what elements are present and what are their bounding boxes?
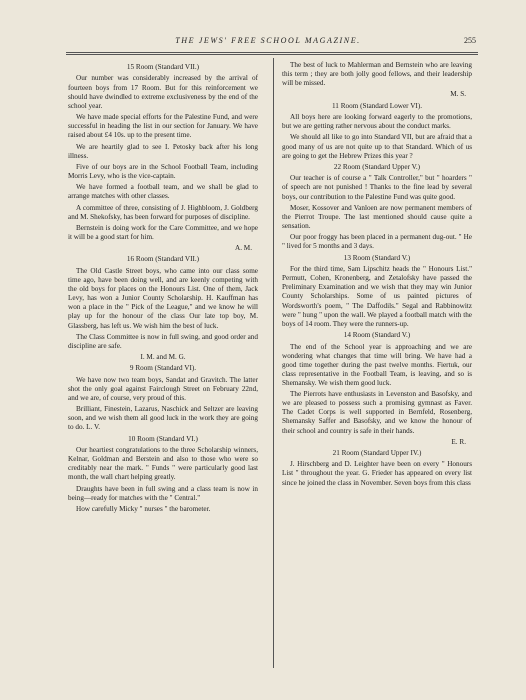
section-heading: 11 Room (Standard Lower VI). <box>331 101 423 110</box>
paragraph: Our heartiest congratulations to the three Scholarship winners, Kelnar, Goldman and Berstein and also to those who were so creditably near the mark. " Funds " were particularly good last month, the wall chart helping greatly. <box>68 446 258 482</box>
left-column <box>68 61 258 516</box>
running-header <box>0 36 526 50</box>
paragraph: We have made special efforts for the Palestine Fund, and were successful in heading the list in our section for January. We have raised about £4 10s. up to the present time. <box>68 113 258 140</box>
signature: A. M. <box>235 244 252 253</box>
paragraph: Brilliant, Finestein, Lazarus, Naschick and Seltzer are leaving soon, and we wish them all good luck in the work they are going to do. L. V. <box>68 405 258 432</box>
column-divider <box>273 58 274 668</box>
paragraph: The end of the School year is approaching and we are wondering what changes that time will bring. We have had a good time together during the past twelve months. Fiertuk, our class representative in the Football Team, is leaving, and so is Shemansky. We wish them good luck. <box>282 342 472 387</box>
paragraph: The Pierrots have enthusiasts in Levenston and Basofsky, and we are pleased to possess such a promising gymnast as Faver. The Cadet Corps is well supported in Bernfeld, Rosenberg, Shemansky Saffer and Basofsky, and we know the honour of their school and country is safe in their hands. <box>282 390 472 435</box>
right-column <box>282 61 472 490</box>
section-heading: 10 Room (Standard VI.) <box>128 434 198 443</box>
header-rule <box>66 52 478 53</box>
paragraph: The best of luck to Mahlerman and Bernstein who are leaving this term ; they are both jolly good fellows, and their leadership will be missed. <box>282 61 472 88</box>
paragraph: Five of our boys are in the School Football Team, including Morris Levy, who is the vice-captain. <box>68 162 258 180</box>
paragraph: We have formed a football team, and we shall be glad to arrange matches with other classes. <box>68 183 258 201</box>
paragraph: We have now two team boys, Sandat and Gravitch. The latter shot the only goal against Fairclough Street on February 22nd, and we are, of course, very proud of this. <box>68 375 258 402</box>
paragraph: Bernstein is doing work for the Care Committee, and we hope it will be a good start for him. <box>68 224 258 242</box>
paragraph: The Class Committee is now in full swing, and good order and discipline are safe. <box>68 332 258 350</box>
paragraph: For the third time, Sam Lipschitz heads the " Honours List." Permutt, Cohen, Kronenberg, and Zetalofsky have passed the Preliminary Examination and we wish that they may win Junior County Scholarships. Some of us painted pictures of Wordsworth's poem, " The Daffodils." Segal and Rabbinowitz were " hung " upon the wall. We played a football match with the boys of 14 room. They were the runners-up. <box>282 265 472 328</box>
paragraph: Our number was considerably increased by the arrival of fourteen boys from 17 Room. But for this reinforcement we should have dwindled to extreme exclusiveness by the end of the school year. <box>68 74 258 110</box>
paragraph: J. Hirschberg and D. Leighter have been on every " Honours List " throughout the year. G. Frieder has appeared on every list since he joined the class in November. Seven boys from this class <box>282 460 472 487</box>
section-heading: 21 Room (Standard Upper IV.) <box>332 448 422 457</box>
paragraph: All boys here are looking forward eagerly to the promotions, but we are getting rather nervous about the conduct marks. <box>282 113 472 131</box>
paragraph: Our poor froggy has been placed in a permanent dug-out. " He " lived for 5 months and 3 days. <box>282 233 472 251</box>
paragraph: Draughts have been in full swing and a class team is now in being—ready for matches with the " Central." <box>68 484 258 502</box>
section-heading: 22 Room (Standard Upper V.) <box>333 162 421 171</box>
magazine-title: THE JEWS' FREE SCHOOL MAGAZINE. <box>175 36 361 45</box>
page-number: 255 <box>464 36 476 45</box>
paragraph: The Old Castle Street boys, who came into our class some time ago, have been doing well, and are keenly competing with the old boys for places on the Honours List. One of them, Jack Levy, has won a Junior County Scholarship. H. Kauffman has won a place in the " Pick of the League," and we know he will play up for the honour of the class Our late top boy, M. Glassberg, has left us. We wish him the best of luck. <box>68 266 258 330</box>
section-heading: 16 Room (Standard VII.) <box>126 255 200 264</box>
signature: M. S. <box>450 90 466 99</box>
paragraph: How carefully Micky " nurses " the barometer. <box>76 505 211 514</box>
paragraph: A committee of three, consisting of J. Highbloom, J. Goldberg and M. Shekofsky, has been forward for purposes of discipline. <box>68 203 258 221</box>
paragraph: We should all like to go into Standard VII, but are afraid that a good many of us are not quite up to that Standard. Which of us are going to get the Hebrew Prizes this year ? <box>282 133 472 160</box>
section-heading: 9 Room (Standard VI). <box>129 364 197 373</box>
signature: I. M. and M. G. <box>140 353 186 362</box>
paragraph: Moser, Kossover and Vanloen are now permanent members of the Pierrot Troupe. The last mentioned should cause quite a sensation. <box>282 203 472 231</box>
signature: E. R. <box>451 437 466 446</box>
paragraph: We are heartily glad to see I. Petosky back after his long illness. <box>68 142 258 160</box>
section-heading: 14 Room (Standard V.) <box>343 331 411 340</box>
section-heading: 15 Room (Standard VII.) <box>126 63 200 71</box>
section-heading: 13 Room (Standard V.) <box>343 253 411 262</box>
header-rule-thin <box>66 54 478 55</box>
paragraph: Our teacher is of course a " Talk Controller," but " hoarders " of speech are not punished ! Thanks to the fine lead by several boys, our contribution to the Palestine Fund was quite good. <box>282 174 472 201</box>
